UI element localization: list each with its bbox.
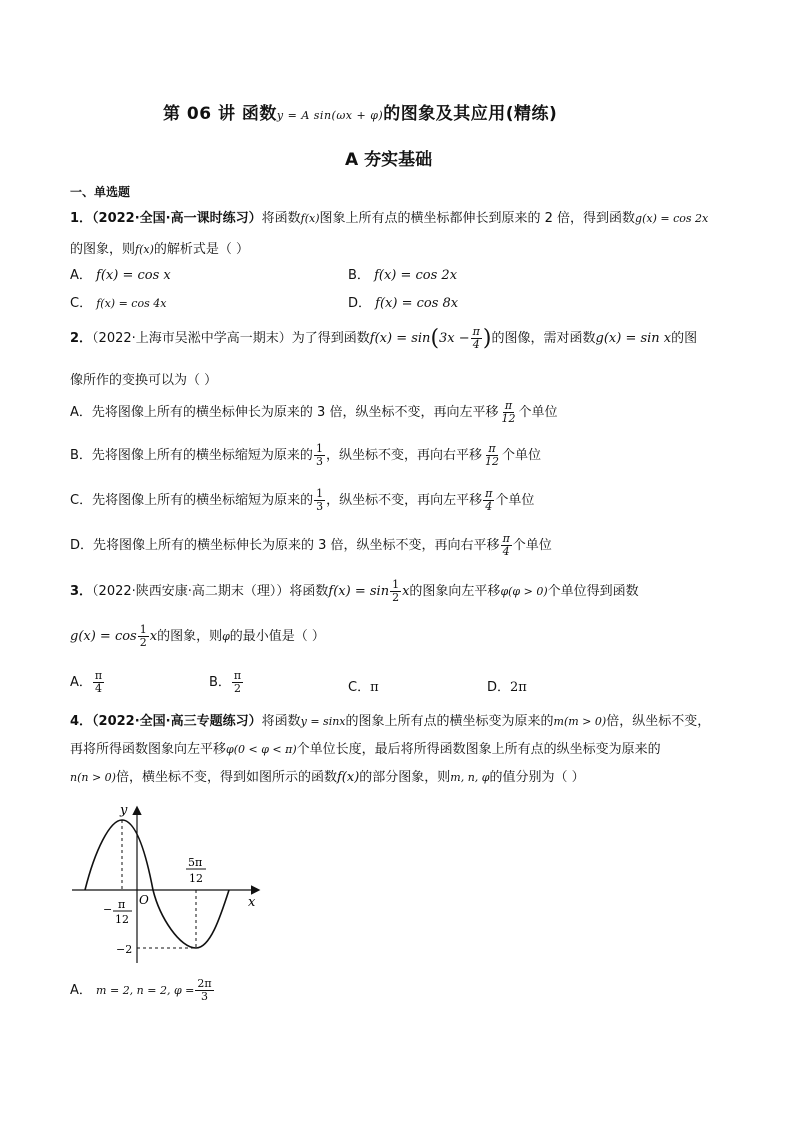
q2-option-d[interactable]	[70, 533, 552, 558]
question-3	[70, 579, 639, 604]
q3-text-b: 的图象向左平移	[409, 584, 501, 599]
q3-option-c-value: π	[370, 680, 379, 695]
q4-l3-v: m, n, φ	[450, 771, 490, 784]
q3-f-pre: f(x) = sin	[328, 584, 390, 599]
q3-f-frac-den: 2	[392, 591, 400, 604]
q2-option-b-fd: 12	[484, 455, 499, 468]
q1-option-d-expr: f(x) = cos 8x	[375, 296, 459, 311]
q1-option-b-label: B．	[348, 268, 370, 283]
q2-option-b-text: 先将图像上所有的横坐标缩短为原来的	[91, 448, 313, 463]
q3-option-a-label: A．	[70, 675, 92, 690]
q4-source: （2022·全国·高三专题练习）	[92, 714, 262, 729]
q2-option-b[interactable]	[70, 443, 541, 468]
q2-option-c-kd: 3	[316, 500, 324, 513]
page-title	[163, 99, 557, 124]
q4-option-a-expr: m = 2, n = 2, φ =	[96, 984, 195, 997]
q2-frac-den: 4	[472, 338, 480, 351]
q3-number: 3．	[70, 584, 93, 599]
origin-label: O	[139, 893, 149, 907]
q1-option-d-label: D．	[348, 296, 372, 311]
q2-f-inner: 3x −	[439, 331, 470, 346]
q2-option-a-fn: π	[504, 399, 513, 412]
q1-number: 1．	[70, 211, 93, 226]
q4-l1-b: 的图象上所有点的横坐标变为原来的	[345, 714, 554, 729]
q4-option-a-fd: 3	[201, 990, 208, 1003]
q3-f-frac-num: 1	[392, 578, 400, 591]
q2-option-a-fd: 12	[501, 412, 516, 425]
q3-g-pre: g(x) = cos	[70, 629, 137, 644]
x-axis-label: x	[248, 895, 256, 910]
q1-line2-b: 的解析式是（ ）	[153, 242, 250, 257]
q3-f-post: x	[402, 584, 410, 599]
q4-l1-f: y = sinx	[300, 715, 346, 728]
q2-option-b-kd: 3	[315, 455, 323, 468]
q4-l2-phi: φ(0 < φ < π)	[226, 743, 297, 756]
q3-line2-b: 的图象，则	[157, 629, 223, 644]
q2-f-pre: f(x) = sin	[369, 331, 431, 346]
section-heading: 一、单选题	[70, 185, 131, 199]
question-1-line2	[70, 238, 249, 257]
q2-option-a-tail: 个单位	[518, 405, 558, 420]
q4-option-a-label: A．	[70, 983, 92, 998]
q1-text: 将函数	[261, 211, 301, 226]
q1-option-c[interactable]	[70, 292, 166, 311]
q1-option-d[interactable]	[348, 292, 458, 311]
q2-option-b-mid: ，纵坐标不变，再向右平移	[325, 448, 482, 463]
q3-option-a-n: π	[94, 669, 103, 682]
q3-option-b-label: B．	[209, 675, 231, 690]
q3-option-d-label: D．	[487, 680, 511, 695]
q2-option-d-label: D．	[70, 538, 94, 553]
sine-curve	[85, 820, 229, 948]
q2-option-c-kn: 1	[316, 487, 324, 500]
q4-l3-f: f(x)	[336, 770, 360, 785]
q1-line2-fx: f(x)	[135, 243, 154, 256]
q2-option-b-kn: 1	[315, 442, 323, 455]
q2-text-b: 的图像，需对函数	[491, 331, 596, 346]
q2-option-c-fn: π	[485, 487, 493, 500]
q2-option-c-fd: 4	[485, 500, 493, 513]
q1-option-b-expr: f(x) = cos 2x	[374, 268, 458, 283]
q2-option-c[interactable]	[70, 488, 534, 513]
q2-text-a: 为了得到函数	[291, 331, 370, 346]
q3-text-c: 个单位得到函数	[547, 584, 639, 599]
page-subtitle: A 夯实基础	[345, 150, 433, 170]
q4-option-a[interactable]	[70, 978, 215, 1003]
q4-l1-a: 将函数	[261, 714, 301, 729]
question-4-line3	[70, 766, 585, 785]
q4-l1-m: m(m > 0)	[553, 715, 607, 728]
y-tick-min: −2	[116, 943, 133, 956]
q4-l1-c: 倍，纵坐标不变，	[606, 714, 711, 729]
q2-option-d-fn: π	[502, 532, 510, 545]
q2-option-b-fn: π	[488, 442, 496, 455]
q1-text-b: 图象上所有点的横坐标都伸长到原来的 2 倍，得到函数	[319, 211, 636, 226]
question-4-line2	[70, 738, 661, 757]
q3-option-c-label: C．	[348, 680, 371, 695]
q2-source: （2022·上海市吴淞中学高一期末）	[92, 331, 292, 346]
q2-option-d-fd: 4	[502, 545, 510, 558]
q1-source: （2022·全国·高一课时练习）	[92, 211, 262, 226]
q1-option-c-expr: f(x) = cos 4x	[96, 297, 167, 310]
y-axis-label: y	[120, 803, 128, 818]
q1-gx: g(x) = cos 2x	[635, 212, 709, 225]
question-1	[70, 207, 708, 226]
question-4	[70, 710, 710, 729]
q4-l3-a: 倍，横坐标不变，得到如图所示的函数	[115, 770, 337, 785]
q2-option-c-mid: ，纵坐标不变，再向左平移	[326, 493, 483, 508]
q2-line2: 像所作的变换可以为（ ）	[70, 373, 218, 388]
right-tick-num: 5π	[188, 856, 203, 869]
q1-option-a-expr: f(x) = cos x	[96, 268, 171, 283]
q1-fx: f(x)	[300, 212, 320, 225]
q3-option-b-n: π	[233, 669, 242, 682]
q3-option-b[interactable]	[209, 670, 244, 695]
q2-number: 2．	[70, 331, 93, 346]
q2-option-d-text: 先将图像上所有的横坐标伸长为原来的 3 倍，纵坐标不变，再向右平移	[93, 538, 500, 553]
q3-line2-c: 的最小值是（ ）	[229, 629, 325, 644]
q3-text-a: 将函数	[289, 584, 329, 599]
q1-option-c-label: C．	[70, 296, 93, 311]
q4-l3-b: 的部分图象，则	[359, 770, 451, 785]
left-tick-sign: −	[103, 903, 113, 916]
q3-option-b-d: 2	[234, 682, 242, 695]
title-text-post: 的图象及其应用(精练)	[383, 104, 558, 124]
q2-option-c-text: 先将图像上所有的横坐标缩短为原来的	[92, 493, 314, 508]
title-formula: y = A sin(ωx + φ)	[276, 109, 384, 122]
q2-option-a-label: A．	[70, 405, 92, 420]
q3-g-frac-num: 1	[139, 623, 147, 636]
q2-option-c-tail: 个单位	[495, 493, 535, 508]
q3-option-d-value: 2π	[510, 680, 527, 695]
title-text: 第 06 讲 函数	[163, 104, 277, 124]
q2-option-b-tail: 个单位	[501, 448, 541, 463]
q4-number: 4．	[70, 714, 93, 729]
q2-text-c: 的图	[671, 331, 698, 346]
q4-l2-a: 再将所得函数图象向左平移	[70, 742, 227, 757]
q3-g-frac-den: 2	[139, 636, 147, 649]
question-3-line2	[70, 624, 325, 649]
q1-option-b[interactable]	[348, 264, 457, 283]
left-tick-num: π	[118, 898, 126, 911]
q4-l2-b: 个单位长度，最后将所得函数图象上所有点的纵坐标变为原来的	[296, 742, 661, 757]
q3-option-a-d: 4	[95, 682, 103, 695]
q1-line2-a: 的图象，则	[70, 242, 136, 257]
q1-option-a[interactable]	[70, 264, 171, 283]
q4-l3-n: n(n > 0)	[70, 771, 116, 784]
q3-phi: φ(φ > 0)	[500, 585, 548, 598]
q2-option-b-label: B．	[70, 448, 92, 463]
q4-option-a-fn: 2π	[197, 977, 212, 990]
sine-graph	[60, 798, 280, 968]
q3-source: （2022·陕西安康·高二期末（理））	[92, 584, 290, 599]
q2-option-a-text: 先将图像上所有的横坐标伸长为原来的 3 倍，纵坐标不变，再向左平移	[91, 405, 499, 420]
q2-option-a[interactable]	[70, 400, 557, 425]
q3-option-a[interactable]	[70, 670, 105, 695]
right-tick-den: 12	[189, 872, 203, 885]
q3-g-post: x	[149, 629, 158, 644]
q2-option-d-tail: 个单位	[512, 538, 552, 553]
q3-option-c[interactable]	[348, 676, 379, 695]
q1-option-a-label: A．	[70, 268, 92, 283]
question-2: 2．（2022·上海市吴淞中学高一期末）为了得到函数f(x) = sin(3x − $\frac{\pi}{4}$ )的图像，需对函数g(x) = sin x的图	[70, 325, 698, 351]
q3-phi2: φ	[222, 630, 230, 643]
left-tick-den: 12	[115, 913, 129, 926]
q3-option-d[interactable]	[487, 676, 527, 695]
q4-l3-c: 的值分别为（ ）	[489, 770, 585, 785]
q2-option-c-label: C．	[70, 493, 93, 508]
q2-gx: g(x) = sin x	[595, 331, 672, 346]
q2-frac-num: π	[472, 325, 480, 338]
